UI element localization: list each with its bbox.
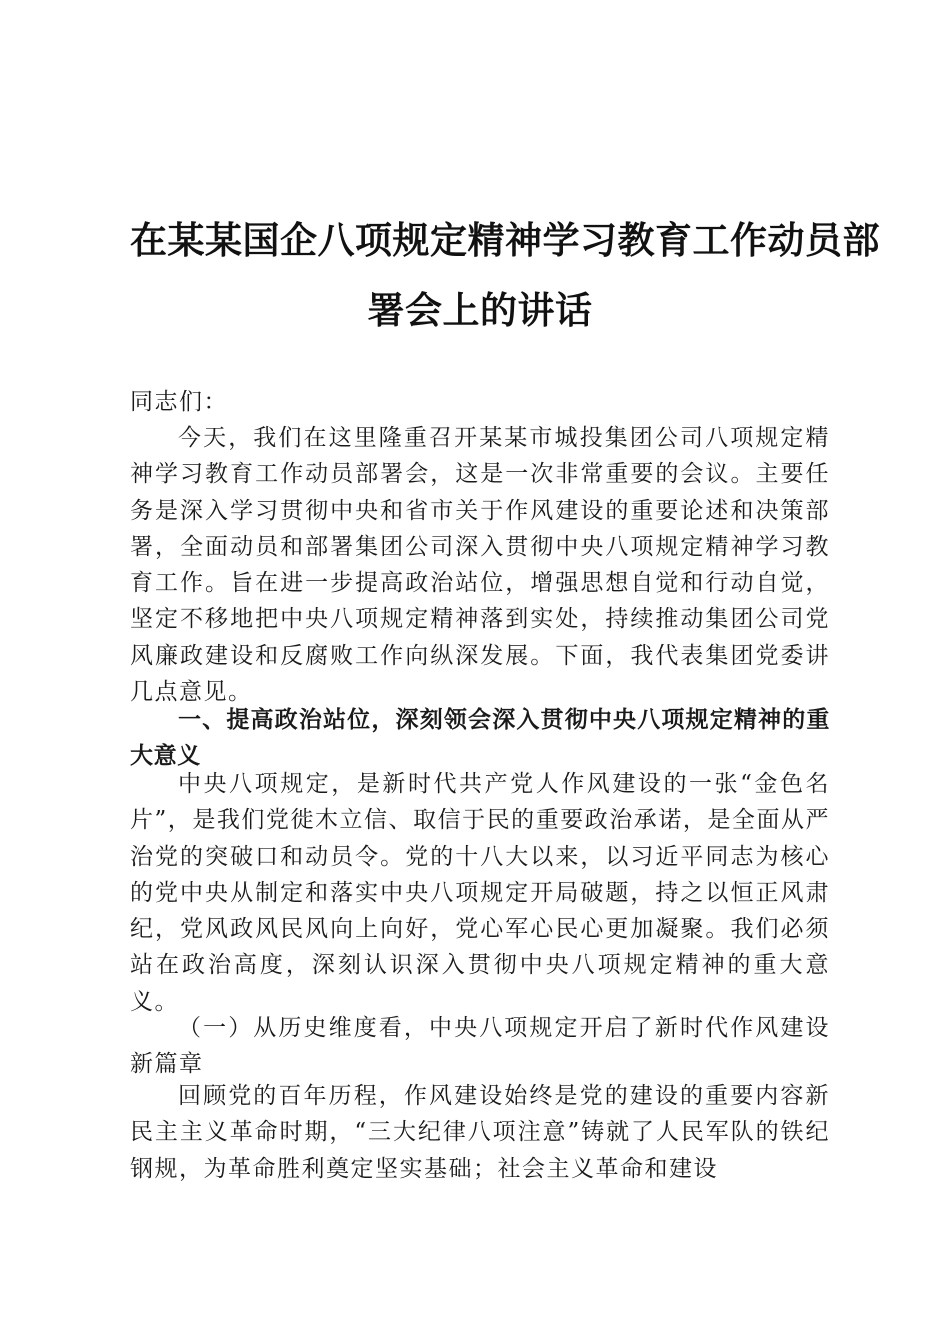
document-title-line-1: 在某某国企八项规定精神学习教育工作动员部 bbox=[130, 219, 880, 262]
body-paragraph-2: 中央八项规定，是新时代共产党人作风建设的一张“金色名片”，是我们党徙木立信、取信于民的重要政治承诺，是全面从严治党的突破口和动员令。党的十八大以来，以习近平同志为核心的党中央从制定和落实中央八项规定开局破题，持之以恒正风肃纪，党风政风民风向上向好，党心军心民心更加凝聚。我们必须站在政治高度，深刻认识深入贯彻中央八项规定精神的重大意义。 bbox=[130, 771, 830, 1015]
body-paragraph-1: 今天，我们在这里隆重召开某某市城投集团公司八项规定精神学习教育工作动员部署会，这是一次非常重要的会议。主要任务是深入学习贯彻中央和省市关于作风建设的重要论述和决策部署，全面动员和部署集团公司深入贯彻中央八项规定精神学习教育工作。旨在进一步提高政治站位，增强思想自觉和行动自觉，坚定不移地把中央八项规定精神落到实处，持续推动集团公司党风廉政建设和反腐败工作向纵深发展。下面，我代表集团党委讲几点意见。 bbox=[130, 425, 830, 706]
document-title-line-2: 署会上的讲话 bbox=[367, 289, 593, 332]
salutation: 同志们： bbox=[130, 389, 228, 415]
section-heading-1: 一、提高政治站位，深刻领会深入贯彻中央八项规定精神的重大意义 bbox=[130, 707, 830, 770]
subsection-heading-1: （一）从历史维度看，中央八项规定开启了新时代作风建设新篇章 bbox=[130, 1015, 830, 1078]
body-paragraph-3: 回顾党的百年历程，作风建设始终是党的建设的重要内容新民主主义革命时期，“三大纪律八项注意”铸就了人民军队的铁纪钢规，为革命胜利奠定坚实基础；社会主义革命和建设 bbox=[130, 1083, 830, 1182]
